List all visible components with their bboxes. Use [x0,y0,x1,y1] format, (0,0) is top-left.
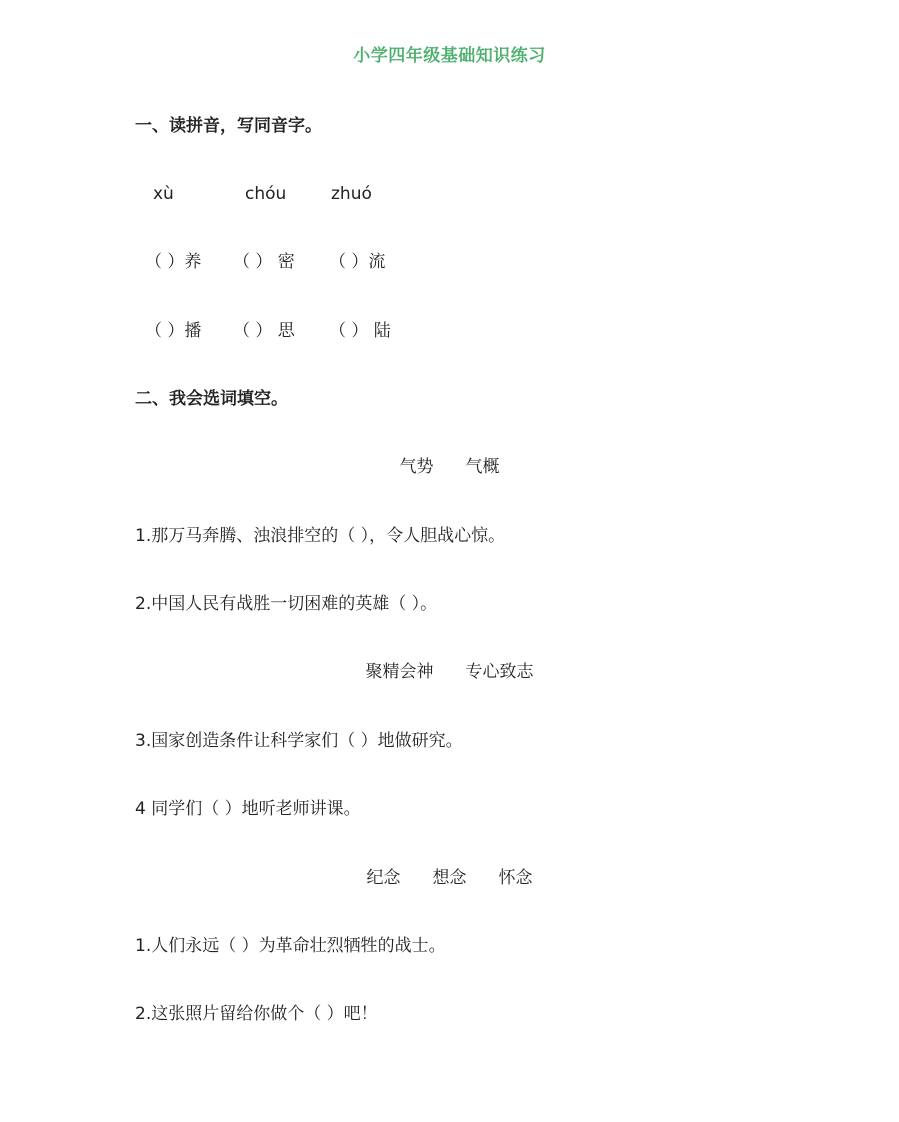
homophone-item: （ ）流 [329,252,386,272]
word-choices-1 [0,457,899,477]
sentence: 1.那万马奔腾、浊浪排空的（ ），令人胆战心惊。 [135,526,506,546]
homophone-item: （ ）养 [145,252,202,272]
homophone-row-2 [135,321,391,341]
sentence: 2.这张照片留给你做个（ ）吧！ [135,1004,378,1024]
homophone-item: （ ） 密 [233,252,295,272]
section1-heading: 一、读拼音，写同音字。 [135,116,322,136]
word-choice: 纪念 [366,868,401,888]
pinyin-3: zhuó [331,184,372,204]
pinyin-2: chóu [245,184,287,204]
homophone-row-1 [135,252,385,272]
homophone-item: （ ）播 [145,321,202,341]
sentence: 1.人们永远（ ）为革命壮烈牺牲的战士。 [135,936,446,956]
pinyin-row [135,184,372,204]
word-choice: 怀念 [498,868,533,888]
word-choice: 聚精会神 [365,662,434,682]
homophone-item: （ ） 思 [233,321,295,341]
page-title: 小学四年级基础知识练习 [353,46,546,66]
word-choices-3 [0,868,899,888]
sentence: 4 同学们（ ）地听老师讲课。 [135,799,361,819]
word-choices-2 [0,662,899,682]
pinyin-1: xù [153,184,174,204]
sentence: 3.国家创造条件让科学家们（ ）地做研究。 [135,731,463,751]
section2-heading: 二、我会选词填空。 [135,389,288,409]
homophone-item: （ ） 陆 [329,321,391,341]
word-choice: 想念 [432,868,467,888]
word-choice: 专心致志 [465,662,534,682]
word-choice: 气概 [465,457,500,477]
word-choice: 气势 [399,457,434,477]
sentence: 2.中国人民有战胜一切困难的英雄（ ）。 [135,594,438,614]
